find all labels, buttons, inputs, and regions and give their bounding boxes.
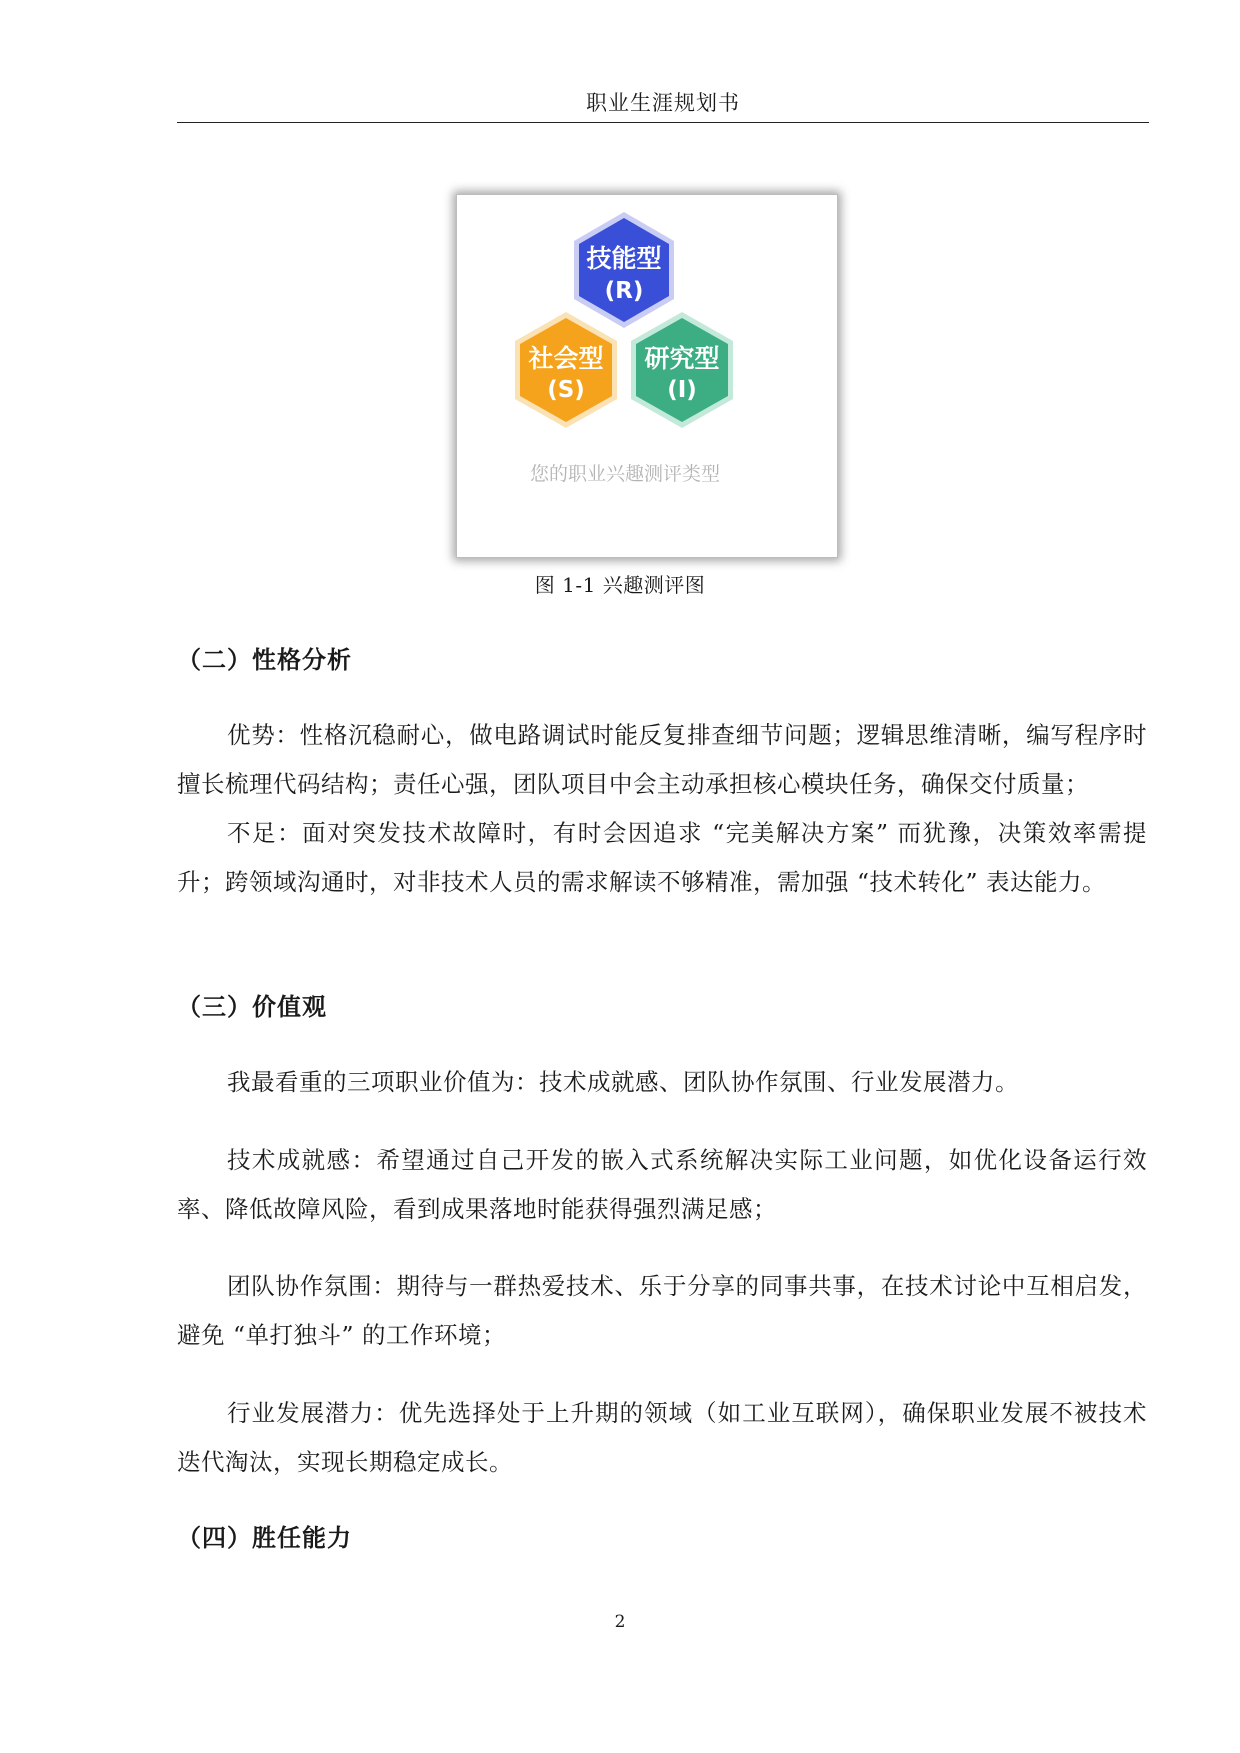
- hexagon-social: [515, 312, 617, 428]
- header-title: 职业生涯规划书: [586, 91, 740, 115]
- figure-footer-label: 您的职业兴趣测评类型: [529, 463, 721, 485]
- paragraph-value-potential: 行业发展潜力：优先选择处于上升期的领域（如工业互联网），确保职业发展不被技术迭代淘汰，实现长期稳定成长。: [177, 1399, 1147, 1476]
- paragraph-values-intro: 我最看重的三项职业价值为：技术成就感、团队协作氛围、行业发展潜力。: [227, 1068, 1019, 1096]
- page-header: [177, 88, 1149, 123]
- page-number: 2: [614, 1612, 626, 1632]
- hexagon-social-name: 社会型: [528, 344, 604, 373]
- paragraph-weaknesses: 不足：面对突发技术故障时，有时会因追求 “完美解决方案” 而犹豫，决策效率需提升；跨领域沟通时，对非技术人员的需求解读不够精准，需加强 “技术转化” 表达能力。: [177, 819, 1147, 896]
- interest-test-figure: [456, 194, 838, 558]
- hexagon-diagram: [456, 194, 838, 558]
- section-heading-values: （三）价值观: [177, 993, 327, 1021]
- hexagon-investigative-name: 研究型: [644, 344, 720, 373]
- hexagon-realistic-name: 技能型: [586, 244, 662, 273]
- hexagon-social-code: (S): [547, 377, 585, 403]
- section-heading-personality: （二）性格分析: [177, 646, 352, 674]
- figure-caption: 图 1-1 兴趣测评图: [534, 573, 706, 597]
- section-heading-competence: （四）胜任能力: [177, 1524, 352, 1552]
- hexagon-realistic-code: (R): [604, 278, 644, 304]
- paragraph-strengths: 优势：性格沉稳耐心，做电路调试时能反复排查细节问题；逻辑思维清晰，编写程序时擅长梳理代码结构；责任心强，团队项目中会主动承担核心模块任务，确保交付质量；: [177, 721, 1147, 798]
- hexagon-investigative-code: (I): [667, 377, 697, 403]
- paragraph-value-teamwork: 团队协作氛围：期待与一群热爱技术、乐于分享的同事共事，在技术讨论中互相启发，避免 “单打独斗” 的工作环境；: [177, 1272, 1147, 1349]
- paragraph-value-achievement: 技术成就感：希望通过自己开发的嵌入式系统解决实际工业问题，如优化设备运行效率、降低故障风险，看到成果落地时能获得强烈满足感；: [177, 1146, 1147, 1223]
- hexagon-investigative: [631, 312, 733, 428]
- hexagon-realistic: [574, 212, 674, 328]
